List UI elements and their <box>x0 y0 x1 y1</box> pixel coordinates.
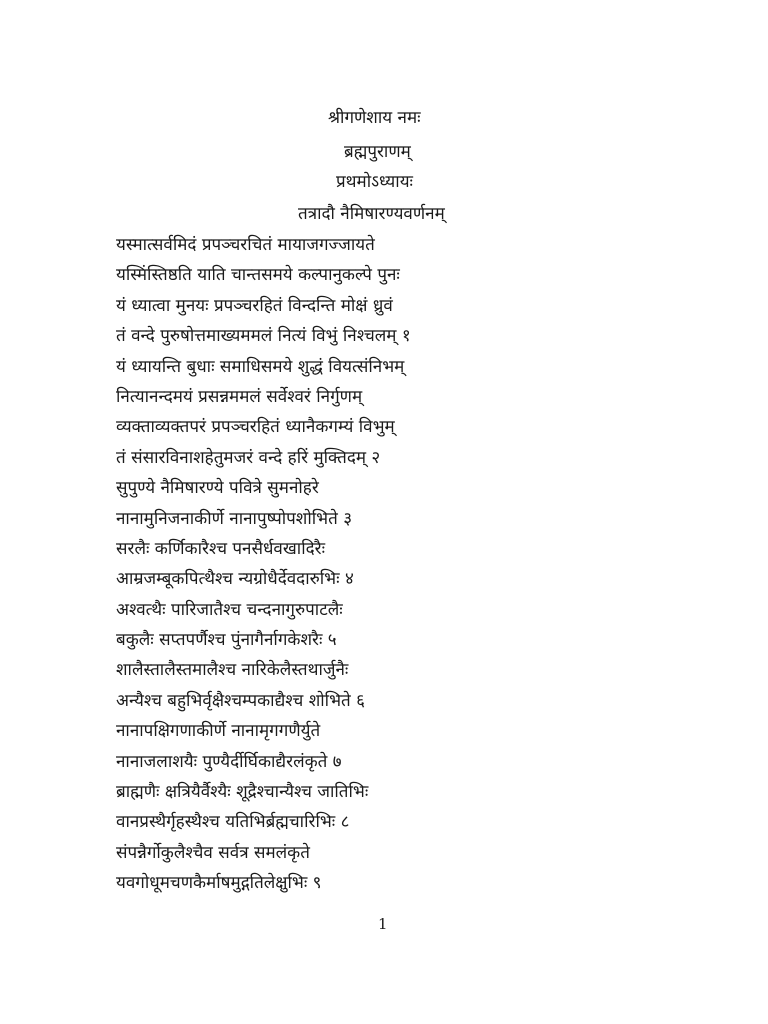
verse-line: सुपुण्ये नैमिषारण्ये पवित्रे सुमनोहरे <box>116 478 319 499</box>
verse-line: तं वन्दे पुरुषोत्तमाख्यममलं नित्यं विभुं निश्चलम् १ <box>116 326 411 347</box>
verse-line: बकुलैः सप्तपर्णैश्च पुंनागैर्नागकेशरैः ५ <box>116 630 337 651</box>
text-title: ब्रह्मपुराणम् <box>344 142 411 162</box>
verse-line: नानामुनिजनाकीर्णे नानापुष्पोपशोभिते ३ <box>116 508 353 529</box>
verse-line: तं संसारविनाशहेतुमजरं वन्दे हरिं मुक्तिदम् २ <box>116 447 381 468</box>
verse-line: ब्राह्मणैः क्षत्रियैर्वैश्यैः शूद्रैश्चान्यैश्च जातिभिः <box>116 782 369 803</box>
verse-line: यं ध्यात्वा मुनयः प्रपञ्चरहितं विन्दन्ति मोक्षं ध्रुवं <box>116 295 393 316</box>
verse-line: यं ध्यायन्ति बुधाः समाधिसमये शुद्धं वियत्संनिभम् <box>116 356 405 377</box>
verse-line: व्यक्ताव्यक्तपरं प्रपञ्चरहितं ध्यानैकगम्यं विभुम् <box>116 417 395 438</box>
invocation-heading: श्रीगणेशाय नमः <box>328 108 421 128</box>
verse-line: आम्रजम्बूकपित्थैश्च न्यग्रोधैर्देवदारुभिः ४ <box>116 569 354 590</box>
verse-line: यस्मिंस्तिष्ठति याति चान्तसमये कल्पानुकल्पे पुनः <box>116 265 400 286</box>
verse-line: संपन्नैर्गोकुलैश्चैव सर्वत्र समलंकृते <box>116 842 310 863</box>
verse-line: यस्मात्सर्वमिदं प्रपञ्चरचितं मायाजगज्जायते <box>116 235 375 255</box>
verse-line: नानाजलाशयैः पुण्यैर्दीर्घिकाद्यैरलंकृते ७ <box>116 751 342 772</box>
verse-line: वानप्रस्थैर्गृहस्थैश्च यतिभिर्ब्रह्मचारिभिः ८ <box>116 812 350 833</box>
verse-body <box>116 230 736 899</box>
verse-line: शालैस्तालैस्तमालैश्च नारिकेलैस्तथार्जुनैः <box>116 660 349 681</box>
verse-line: अन्यैश्च बहुभिर्वृक्षैश्चम्पकाद्यैश्च शोभिते ६ <box>116 690 365 711</box>
verse-line: सरलैः कर्णिकारैश्च पनसैर्धवखादिरैः <box>116 538 326 559</box>
chapter-heading: प्रथमोऽध्यायः <box>336 172 413 192</box>
section-heading: तत्रादौ नैमिषारण्यवर्णनम् <box>298 204 445 224</box>
verse-line: नित्यानन्दमयं प्रसन्नममलं सर्वेश्वरं निर्गुणम् <box>116 386 363 407</box>
verse-line: अश्वत्थैः पारिजातैश्च चन्दनागुरुपाटलैः <box>116 599 343 620</box>
verse-line: नानापक्षिगणाकीर्णे नानामृगगणैर्युते <box>116 721 321 742</box>
verse-line: यवगोधूमचणकैर्माषमुद्गतिलेक्षुभिः ९ <box>116 873 322 894</box>
page-number: 1 <box>378 915 388 933</box>
